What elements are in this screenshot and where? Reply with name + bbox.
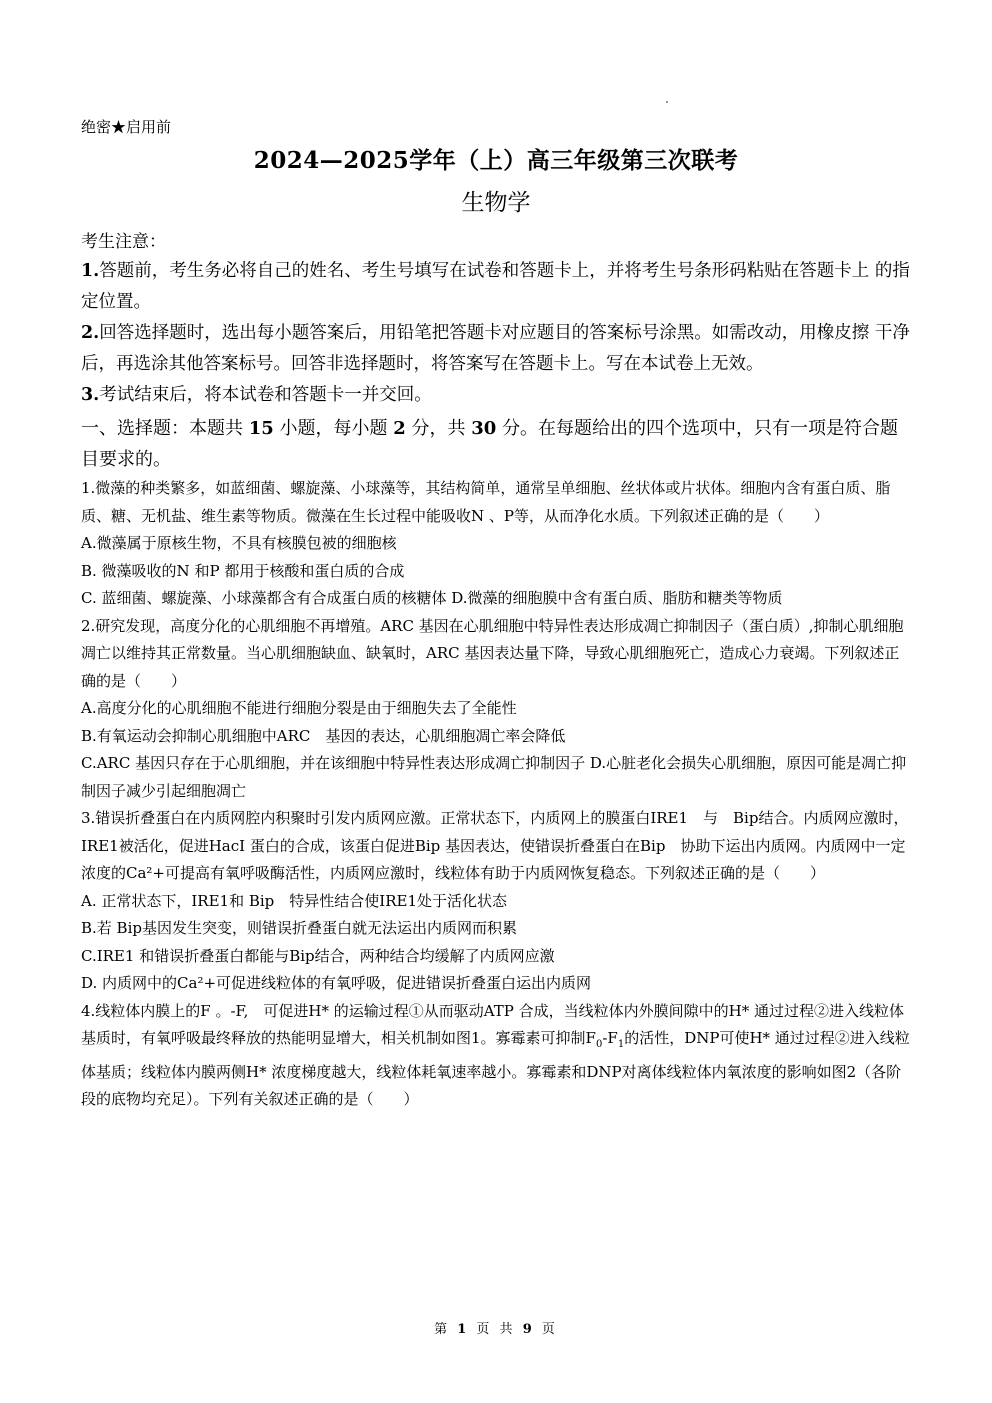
notice-text: 考试结束后，将本试卷和答题卡一并交回。 (99, 385, 432, 405)
question-3-option-a: A. 正常状态下，IRE1和 Bip 特异性结合使IRE1处于活化状态 (81, 891, 507, 910)
total-pages: 9 (522, 1322, 535, 1337)
question-1-option-cd: C. 蓝细菌、螺旋藻、小球藻都含有合成蛋白质的核糖体 D.微藻的细胞膜中含有蛋白质、脂肪和糖类等物质 (81, 589, 783, 607)
notice-item-1 (81, 256, 913, 318)
footer-text: 第 (434, 1322, 451, 1337)
exam-subject: 生物学 (461, 190, 531, 216)
notice-text: 答题前，考生务必将自己的姓名、考生号填写在试卷和答题卡上，并将考生号条形码粘贴在答题卡上 的指定位置。 (81, 261, 910, 312)
question-count: 15 (248, 418, 274, 439)
speck (666, 101, 668, 103)
subscript: 0 (595, 1039, 603, 1050)
notice-item-2 (81, 318, 913, 380)
question-4-text: 4.线粒体内膜上的F 。-F, 可促进H* 的运输过程①从而驱动ATP 合成，当线粒体内外膜间隙中的H* 通过过程②进入线粒体基质时，有氧呼吸最终释放的热能明显增大，相关机制如图1。寡霉素可抑制F (81, 1001, 904, 1047)
question-4-text: 的活性，DNP可使H* 通过过程②进入线粒体基质；线粒体内膜两侧H* 浓度梯度越大，线粒体耗氧速率越小。寡霉素和DNP对离体线粒体内氧浓度的影响如图2（各阶段的底物均充足）。下列有关叙述正确的是（ ） (81, 1029, 910, 1108)
exam-title: 2024—2025学年（上）高三年级第三次联考 (253, 147, 739, 174)
notice-num: 1. (81, 261, 100, 281)
section-heading (81, 413, 913, 475)
exam-body (81, 228, 913, 1114)
question-1-option-a: A.微藻属于原核生物，不具有核膜包被的细胞核 (81, 534, 397, 552)
notice-num: 3. (81, 385, 100, 405)
question-4-stem (81, 998, 913, 1114)
notice-item-3 (81, 380, 913, 411)
footer-text: 页 共 (476, 1322, 516, 1337)
footer-text: 页 (541, 1322, 558, 1337)
notice-num: 2. (81, 323, 100, 343)
question-2-option-b: B.有氧运动会抑制心肌细胞中ARC 基因的表达，心肌细胞凋亡率会降低 (81, 726, 566, 745)
notice-text: 回答选择题时，选出每小题答案后，用铅笔把答题卡对应题目的答案标号涂黑。如需改动，用橡皮擦 干净后，再选涂其他答案标号。回答非选择题时，将答案写在答题卡上。写在本试卷上无效。 (81, 323, 910, 374)
question-2-stem: 2.研究发现，高度分化的心肌细胞不再增殖。ARC 基因在心肌细胞中特异性表达形成凋亡抑制因子（蛋白质）,抑制心肌细胞凋亡以维持其正常数量。当心肌细胞缺血、缺氧时，ARC 基因表达量下降，导致心肌细胞死亡，造成心力衰竭。下列叙述正确的是（ ） (81, 616, 904, 690)
section-text: 分。在每题给出的四个选项中，只有一项是符合题目要求的。 (81, 418, 899, 470)
points-per-question: 2 (393, 418, 406, 439)
page-footer (0, 1318, 992, 1337)
question-1-option-b: B. 微藻吸收的N 和P 都用于核酸和蛋白质的合成 (81, 561, 405, 580)
notice-heading: 考生注意： (81, 232, 166, 252)
question-2-option-cd: C.ARC 基因只存在于心肌细胞，并在该细胞中特异性表达形成凋亡抑制因子 D.心脏老化会损失心肌细胞，原因可能是凋亡抑制因子减少引起细胞凋亡 (81, 754, 907, 800)
question-1-stem: 1.微藻的种类繁多，如蓝细菌、螺旋藻、小球藻等，其结构简单，通常呈单细胞、丝状体或片状体。细胞内含有蛋白质、脂质、糖、无机盐、维生素等物质。微藻在生长过程中能吸收N 、P等，从而净化水质。下列叙述正确的是（ ） (81, 479, 891, 525)
section-text: 一、选择题：本题共 (81, 418, 243, 439)
question-3-option-b: B.若 Bip基因发生突变，则错误折叠蛋白就无法运出内质网而积累 (81, 919, 517, 937)
section-text: 分，共 (411, 418, 466, 439)
question-3-stem: 3.错误折叠蛋白在内质网腔内积聚时引发内质网应激。正常状态下，内质网上的膜蛋白IRE1 与 Bip结合。内质网应激时，IRE1被活化，促进HacI 蛋白的合成，该蛋白促进Bip 基因表达，使错误折叠蛋白在Bip 协助下运出内质网。内质网中一定浓度的Ca²+可提高有氧呼吸酶活性，内质网应激时，线粒体有助于内质网恢复稳态。下列叙述正确的是（ ） (81, 809, 909, 882)
question-3-option-d: D. 内质网中的Ca²+可促进线粒体的有氧呼吸，促进错误折叠蛋白运出内质网 (81, 974, 592, 992)
question-3-option-c: C.IRE1 和错误折叠蛋白都能与Bip结合，两种结合均缓解了内质网应激 (81, 946, 555, 965)
subscript: 1 (617, 1039, 625, 1050)
secret-mark: 绝密★启用前 (81, 118, 172, 136)
section-text: 小题，每小题 (279, 418, 388, 439)
page-number: 1 (457, 1322, 470, 1337)
question-4-text: -F (602, 1029, 618, 1047)
total-points: 30 (471, 418, 497, 439)
question-2-option-a: A.高度分化的心肌细胞不能进行细胞分裂是由于细胞失去了全能性 (81, 699, 517, 717)
